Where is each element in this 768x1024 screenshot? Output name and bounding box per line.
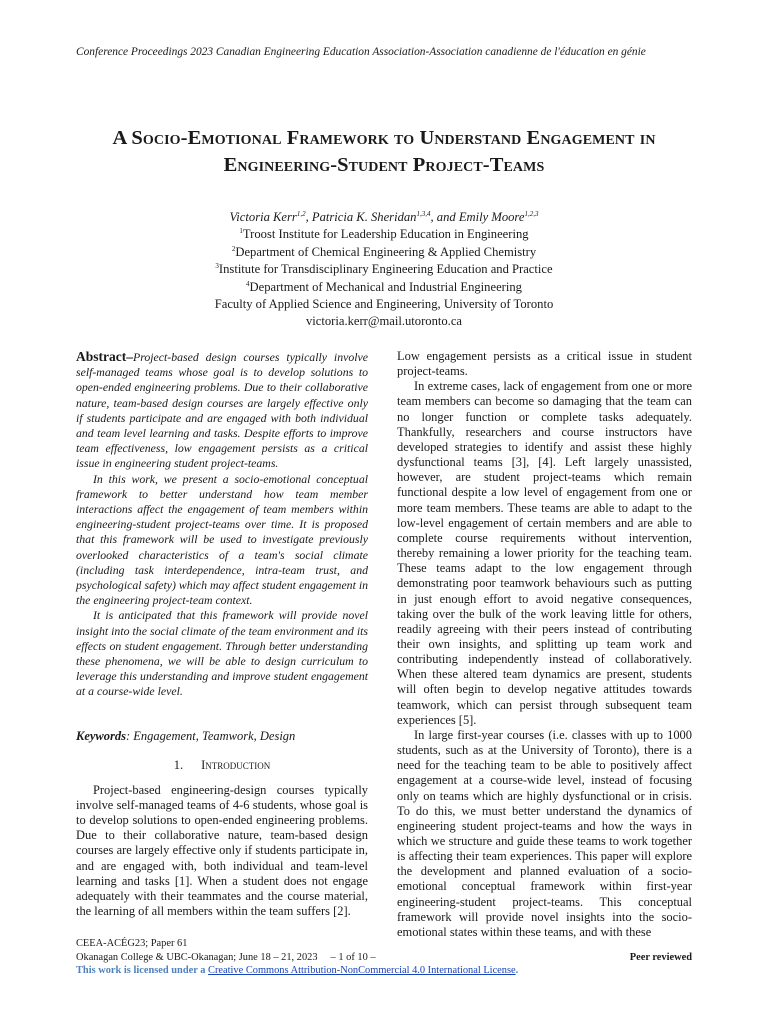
body-paragraph-2: In extreme cases, lack of engagement from one or more team members can become so damaging that the team can no longer function or complete tasks adequately. Thankfully, researchers and course instructors have developed strategies to identify and assist these highly dysfunctional teams [3], [4]. Left largely unassisted, however, are student project-teams which remain functional despite a low level of engagement from one or more team members. These teams are able to adapt to the low-level engagement of certain members and are able to complete course requirements without intervention, thereby remaining a lower priority for the teaching team. These teams adapt to the low engagement through demonstrating poor teamwork behaviours such as putting in just enough effort to avoid negative consequences, taking over the bulk of the work leaving little for others, readily agreeing with their peers instead of contributing their own insights, and splitting up team work and contributing independently instead of collaboratively. When these altered team dynamics are present, students will often begin to develop negative attitudes towards teamwork, which can persist through subsequent team experiences [5]. <box>397 379 692 727</box>
right-column <box>397 349 692 940</box>
affiliation-number: 4 <box>246 279 250 288</box>
abstract-paragraph-2: In this work, we present a socio-emotional conceptual framework to better understand how team member interactions affect the engagement of team members within engineering-student project-teams over time. It is proposed that this framework will be used to investigate previously overlooked characteristics of a team's social climate (including task interdependence, intra-team trust, and psychological safety) which may affect student engagement in the engineering project-team context. <box>76 471 368 608</box>
body-paragraph-1: Low engagement persists as a critical issue in student project-teams. <box>397 349 692 379</box>
footer-paper-id: CEEA-ACÉG23; Paper 61 <box>76 938 188 949</box>
author-moore-affil: 1,2,3 <box>524 209 539 218</box>
affiliation-number: 2 <box>231 244 236 253</box>
license-link[interactable]: Creative Commons Attribution-NonCommercial 4.0 International License <box>208 965 516 976</box>
author-kerr: Victoria Kerr <box>229 210 297 224</box>
title-line-2: Engineering-Student Project-Teams <box>223 154 545 176</box>
keywords-text: : Engagement, Teamwork, Design <box>126 728 296 743</box>
author-block <box>84 209 684 331</box>
author-separator: , <box>305 210 312 224</box>
affiliation <box>84 279 684 296</box>
body-paragraph-3: In large first-year courses (i.e. classes with up to 1000 students, such as at the University of Toronto), there is a need for the teaching team to be able to positively affect engagement at a course-wide level, instead of focusing only on teams which are highly dysfunctional or in crisis. To do this, we must better understand the dynamics of engineering student project-teams and how the ways in which we structure and guide these teams to work together is affecting their team experiences. This paper will explore the development and planned evaluation of a socio-emotional conceptual framework within first-year engineering-student project-teams. This conceptual framework will provide novel insights into the socio-emotional states within these teams, and with these <box>397 727 692 939</box>
section-heading-introduction <box>76 758 368 773</box>
author-sheridan-affil: 1,3,4 <box>416 209 431 218</box>
author-moore: Emily Moore <box>458 210 525 224</box>
footer-row <box>76 951 692 965</box>
affiliation <box>84 244 684 261</box>
peer-reviewed-label: Peer reviewed <box>629 951 692 963</box>
affiliation <box>84 261 684 278</box>
keywords <box>76 729 368 744</box>
faculty: Faculty of Applied Science and Engineering, University of Toronto <box>214 297 554 312</box>
author-sheridan: Patricia K. Sheridan <box>311 210 417 224</box>
keywords-label: Keywords <box>76 728 126 743</box>
email: victoria.kerr@mail.utoronto.ca <box>305 314 463 329</box>
affiliation-number: 1 <box>239 227 243 236</box>
section-title: Introduction <box>201 757 271 772</box>
abstract-label: Abstract– <box>76 349 133 364</box>
page-footer <box>76 937 692 978</box>
author-names <box>84 209 684 226</box>
license-notice: This work is licensed under a Creative Commons Attribution-NonCommercial 4.0 International License. <box>76 965 519 976</box>
affiliation-text: Troost Institute for Leadership Education in Engineering <box>242 227 529 242</box>
section-number: 1. <box>173 757 184 772</box>
abstract-text: Project-based design courses typically involve self-managed teams whose goal is to develop solutions to open-ended engineering problems. Due to their collaborative nature, team-based design courses are largely effective only if students participate and are engaged with both individual and team level learning and tasks. Despite efforts to improve team effectiveness, low engagement persists as a critical issue in engineering student project-teams. <box>76 350 368 471</box>
affiliation-text: Department of Chemical Engineering & Applied Chemistry <box>235 244 537 259</box>
page-number: – 1 of 10 – <box>330 951 376 963</box>
affiliation-text: Institute for Transdisciplinary Engineering Education and Practice <box>218 262 553 277</box>
title-line-1: A Socio-Emotional Framework to Understand Engagement in <box>112 127 656 149</box>
affiliation-number: 3 <box>215 262 219 271</box>
affiliation-text: Department of Mechanical and Industrial Engineering <box>249 279 522 294</box>
abstract-paragraph-3: It is anticipated that this framework will provide novel insight into the social climate of the team environment and its effects on student engagement. Through better understanding these phenomena, we will be able to design curriculum to leverage this understanding and improve student engagement at a course-wide level. <box>76 608 368 699</box>
left-column <box>76 349 368 919</box>
abstract-paragraph-1 <box>76 349 368 472</box>
paper-title <box>40 125 728 179</box>
conference-header: Conference Proceedings 2023 Canadian Engineering Education Association-Association canadienne de l'éducation en génie <box>76 46 646 58</box>
affiliation <box>84 226 684 243</box>
author-separator: , and <box>430 210 459 224</box>
author-kerr-affil: 1,2 <box>296 209 306 218</box>
intro-paragraph-1: Project-based engineering-design courses typically involve self-managed teams of 4-6 students, whose goal is to develop solutions to open-ended engineering problems. Due to their collaborative nature, team-based design courses are largely effective only if students participate in, and are engaged with, both individual and team-level learning and tasks [1]. When a student does not engage adequately with their teammates and the course material, the learning of all members within the team suffers [2]. <box>76 782 368 919</box>
footer-location: Okanagan College & UBC-Okanagan; June 18 – 21, 2023 – 1 of 10 – <box>76 951 376 963</box>
